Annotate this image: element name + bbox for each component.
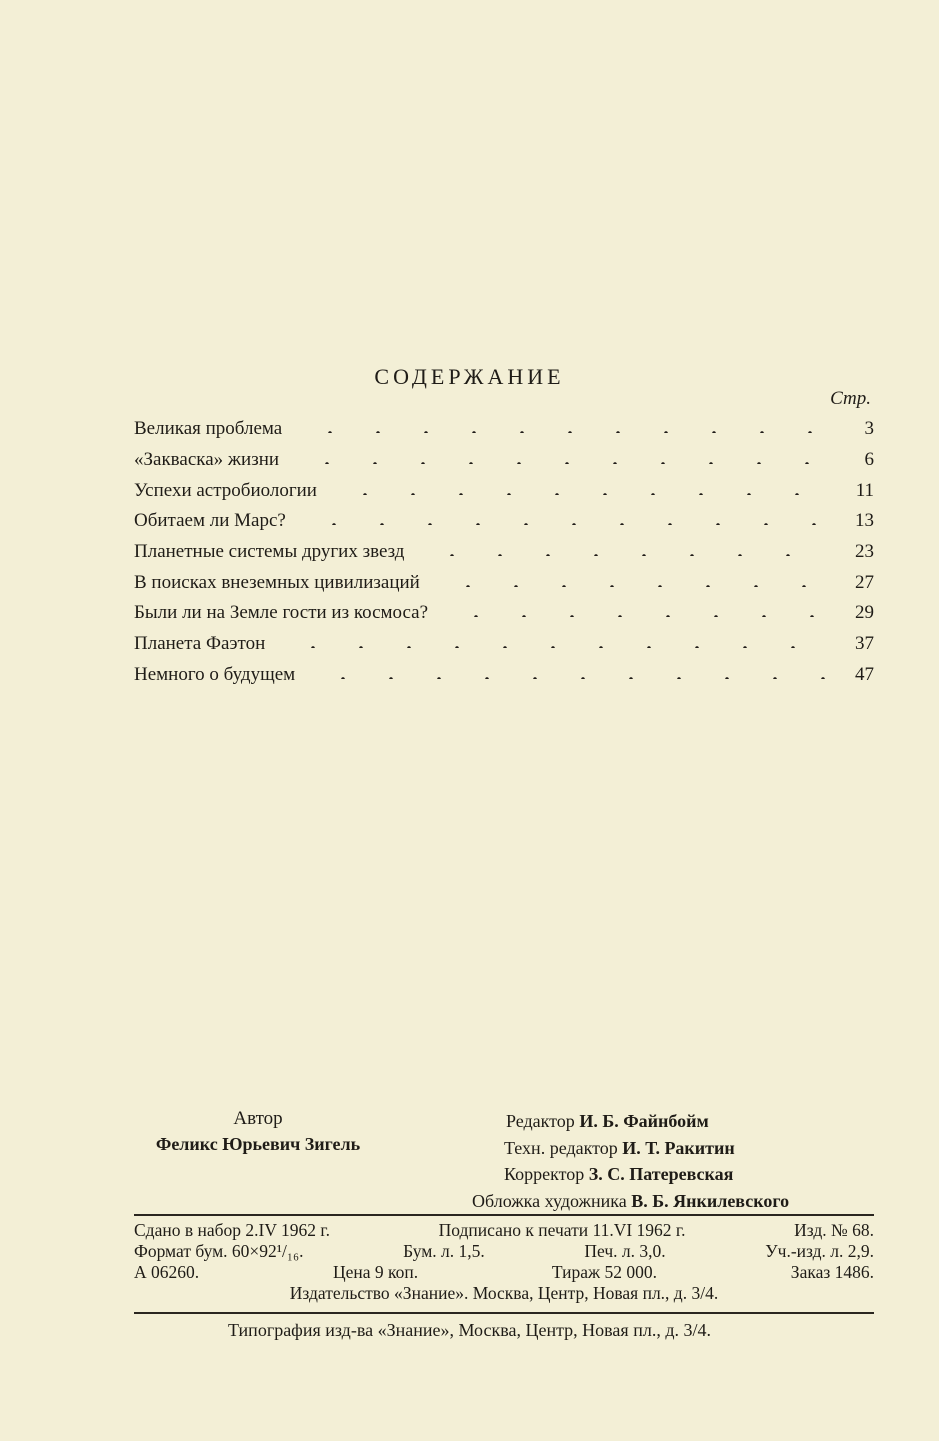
- author-label: Автор: [233, 1108, 283, 1129]
- dot-leader: [432, 585, 828, 587]
- toc-entry-page: 13: [855, 510, 874, 532]
- divider-bottom: [134, 1312, 874, 1314]
- toc-entry-label: Были ли на Земле гости из космоса?: [134, 602, 436, 624]
- credit-proofreader: [472, 1161, 882, 1188]
- imprint-row: [134, 1241, 874, 1262]
- divider-top: [134, 1214, 874, 1216]
- toc-entry-label: Немного о будущем: [134, 664, 303, 686]
- credit-name: З. С. Патеревская: [588, 1164, 734, 1184]
- toc-entry-label: В поисках внеземных цивилизаций: [134, 572, 428, 594]
- credit-role: Обложка художника: [472, 1190, 627, 1211]
- credit-role: Редактор: [506, 1111, 575, 1131]
- credit-tech-editor: [472, 1135, 882, 1162]
- imprint-row: [134, 1283, 874, 1304]
- imprint-row: [134, 1262, 874, 1283]
- credits-block: [472, 1108, 882, 1214]
- imprint-publisher-sheets: Уч.-изд. л. 2,9.: [765, 1241, 874, 1261]
- credit-name: И. Б. Файнбойм: [579, 1111, 709, 1131]
- toc-entry-page: 27: [855, 571, 874, 593]
- imprint-print-date: Подписано к печати 11.VI 1962 г.: [438, 1220, 686, 1240]
- dot-leader: [329, 493, 828, 495]
- toc-entry: [134, 567, 874, 598]
- dot-leader: [291, 462, 828, 464]
- toc-entry-page: 47: [855, 663, 874, 685]
- dot-leader: [294, 431, 828, 433]
- toc-entry-label: Планета Фаэтон: [134, 633, 273, 655]
- dot-leader: [307, 677, 828, 679]
- dot-leader: [298, 523, 828, 525]
- toc-entry: [134, 660, 874, 691]
- toc-entry-page: 11: [855, 479, 874, 501]
- toc-list: [134, 414, 874, 690]
- credit-role: Корректор: [504, 1164, 585, 1184]
- toc-entry: [134, 414, 874, 445]
- imprint-paper-sheets: Бум. л. 1,5.: [403, 1241, 485, 1261]
- toc-entry-label: Великая проблема: [134, 418, 290, 440]
- toc-entry-label: Успехи астробиологии: [134, 480, 325, 502]
- imprint-format: Формат бум. 60×92¹/₁₆.: [134, 1241, 304, 1261]
- toc-entry: [134, 537, 874, 568]
- imprint-code: А 06260.: [134, 1262, 200, 1282]
- dot-leader: [277, 646, 828, 648]
- dot-leader: [440, 615, 828, 617]
- toc-entry: [134, 598, 874, 629]
- toc-entry-label: «Закваска» жизни: [134, 449, 287, 471]
- toc-entry-page: 29: [855, 602, 874, 624]
- imprint-price: Цена 9 коп.: [332, 1262, 419, 1282]
- toc-entry-label: Обитаем ли Марс?: [134, 510, 294, 532]
- credit-editor: [472, 1108, 882, 1135]
- author-name: Феликс Юрьевич Зигель: [155, 1134, 361, 1154]
- imprint-print-run: Тираж 52 000.: [551, 1262, 657, 1282]
- toc-entry: [134, 506, 874, 537]
- credit-name: И. Т. Ракитин: [622, 1137, 735, 1158]
- imprint-edition-number: Изд. № 68.: [794, 1220, 874, 1240]
- toc-entry-page: 6: [864, 449, 874, 471]
- toc-entry: [134, 445, 874, 476]
- toc-entry: [134, 629, 874, 660]
- author-block: [138, 1108, 378, 1155]
- imprint-order: Заказ 1486.: [790, 1262, 874, 1282]
- imprint-row: [134, 1220, 874, 1241]
- credit-name: В. Б. Янкилевского: [631, 1190, 790, 1211]
- toc-entry-page: 3: [864, 418, 874, 440]
- imprint-publisher: Издательство «Знание». Москва, Центр, Новая пл., д. 3/4.: [289, 1283, 719, 1303]
- imprint-typeset-date: Сдано в набор 2.IV 1962 г.: [134, 1220, 330, 1240]
- toc-title: СОДЕРЖАНИЕ: [374, 364, 565, 389]
- credit-role: Техн. редактор: [504, 1137, 618, 1158]
- dot-leader: [416, 554, 828, 556]
- credit-cover-artist: [472, 1188, 882, 1215]
- page-column-header: Стр.: [830, 388, 871, 409]
- imprint-print-sheets: Печ. л. 3,0.: [584, 1241, 666, 1261]
- toc-entry-label: Планетные системы других звезд: [134, 541, 412, 563]
- printer-line: Типография изд-ва «Знание», Москва, Центр, Новая пл., д. 3/4.: [228, 1320, 711, 1340]
- imprint-block: [134, 1220, 874, 1304]
- toc-entry-page: 37: [855, 633, 874, 655]
- toc-entry-page: 23: [855, 541, 874, 563]
- toc-entry: [134, 475, 874, 506]
